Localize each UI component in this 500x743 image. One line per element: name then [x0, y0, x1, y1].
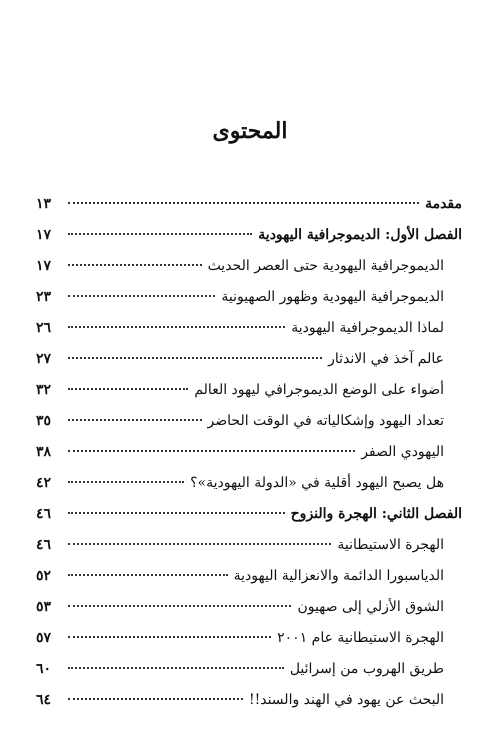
- toc-entry-title: هل يصبح اليهود أقلية في «الدولة اليهودية»؟: [190, 475, 444, 491]
- toc-entry-page: ٥٧: [36, 630, 52, 646]
- toc-entry-title: البحث عن يهود في الهند والسند!!: [248, 692, 444, 708]
- toc-entry-title: الهجرة الاستيطانية: [337, 537, 444, 553]
- toc-entry-page: ٣٥: [36, 413, 52, 429]
- toc-entry: [36, 227, 462, 258]
- toc-entry-page: ٤٦: [36, 506, 52, 522]
- toc-entry: [36, 382, 462, 413]
- toc-entry: [36, 289, 462, 320]
- leader-dots: [68, 326, 285, 328]
- toc-entry-page: ٢٦: [36, 320, 52, 336]
- leader-dots: [68, 636, 271, 638]
- leader-dots: [68, 419, 202, 421]
- toc-entry: [36, 196, 462, 227]
- toc-entry: [36, 475, 462, 506]
- leader-dots: [68, 574, 228, 576]
- toc-entry: [36, 537, 462, 568]
- toc-entry-page: ٢٣: [36, 289, 52, 305]
- toc-entry: [36, 444, 462, 475]
- toc-entry-title: الديموجرافية اليهودية وظهور الصهيونية: [221, 289, 444, 305]
- toc-entry-page: ٢٧: [36, 351, 52, 367]
- toc-entry: [36, 599, 462, 630]
- toc-entry-title: الفصل الأول: الديموجرافية اليهودية: [258, 227, 462, 243]
- leader-dots: [68, 357, 322, 359]
- toc-entry-page: ٥٢: [36, 568, 52, 584]
- leader-dots: [68, 698, 243, 700]
- leader-dots: [68, 512, 285, 514]
- leader-dots: [68, 295, 215, 297]
- toc-entry: [36, 661, 462, 692]
- page-title: المحتوى: [212, 118, 288, 144]
- toc-entry-page: ٤٢: [36, 475, 52, 491]
- leader-dots: [68, 543, 331, 545]
- leader-dots: [68, 388, 188, 390]
- toc-entry-title: الشوق الأزلي إلى صهيون: [297, 599, 444, 615]
- toc-entry-page: ٥٣: [36, 599, 52, 615]
- leader-dots: [68, 667, 284, 669]
- toc-entry: [36, 630, 462, 661]
- toc-entry-title: أضواء على الوضع الديموجرافي ليهود العالم: [194, 382, 444, 398]
- toc-entry: [36, 258, 462, 289]
- toc-entry-page: ٣٢: [36, 382, 52, 398]
- toc-entry-title: عالم آخذ في الاندثار: [328, 351, 444, 367]
- table-of-contents: [36, 196, 462, 723]
- toc-entry-title: مقدمة: [425, 196, 462, 212]
- toc-entry-page: ١٣: [36, 196, 52, 212]
- toc-entry-title: الديموجرافية اليهودية حتى العصر الحديث: [207, 258, 444, 274]
- leader-dots: [68, 450, 355, 452]
- toc-entry-page: ١٧: [36, 258, 52, 274]
- leader-dots: [68, 202, 419, 204]
- toc-entry-page: ٤٦: [36, 537, 52, 553]
- leader-dots: [68, 605, 291, 607]
- toc-entry: [36, 413, 462, 444]
- leader-dots: [68, 233, 252, 235]
- toc-entry-page: ٦٤: [36, 692, 52, 708]
- toc-entry-title: الفصل الثاني: الهجرة والنزوح: [290, 506, 462, 522]
- toc-entry-page: ١٧: [36, 227, 52, 243]
- toc-entry: [36, 506, 462, 537]
- toc-entry-page: ٦٠: [36, 661, 52, 677]
- toc-entry: [36, 351, 462, 382]
- toc-entry-title: لماذا الديموجرافية اليهودية: [291, 320, 444, 336]
- toc-entry-title: اليهودي الصفر: [361, 444, 444, 460]
- toc-entry-title: الهجرة الاستيطانية عام ٢٠٠١: [277, 630, 444, 646]
- leader-dots: [68, 264, 202, 266]
- toc-entry-title: طريق الهروب من إسرائيل: [289, 661, 444, 677]
- toc-entry: [36, 320, 462, 351]
- toc-entry: [36, 692, 462, 723]
- toc-entry-page: ٣٨: [36, 444, 52, 460]
- toc-entry-title: تعداد اليهود وإشكالياته في الوقت الحاضر: [207, 413, 444, 429]
- toc-entry-title: الدياسبورا الدائمة والانعزالية اليهودية: [233, 568, 444, 584]
- leader-dots: [68, 481, 184, 483]
- toc-entry: [36, 568, 462, 599]
